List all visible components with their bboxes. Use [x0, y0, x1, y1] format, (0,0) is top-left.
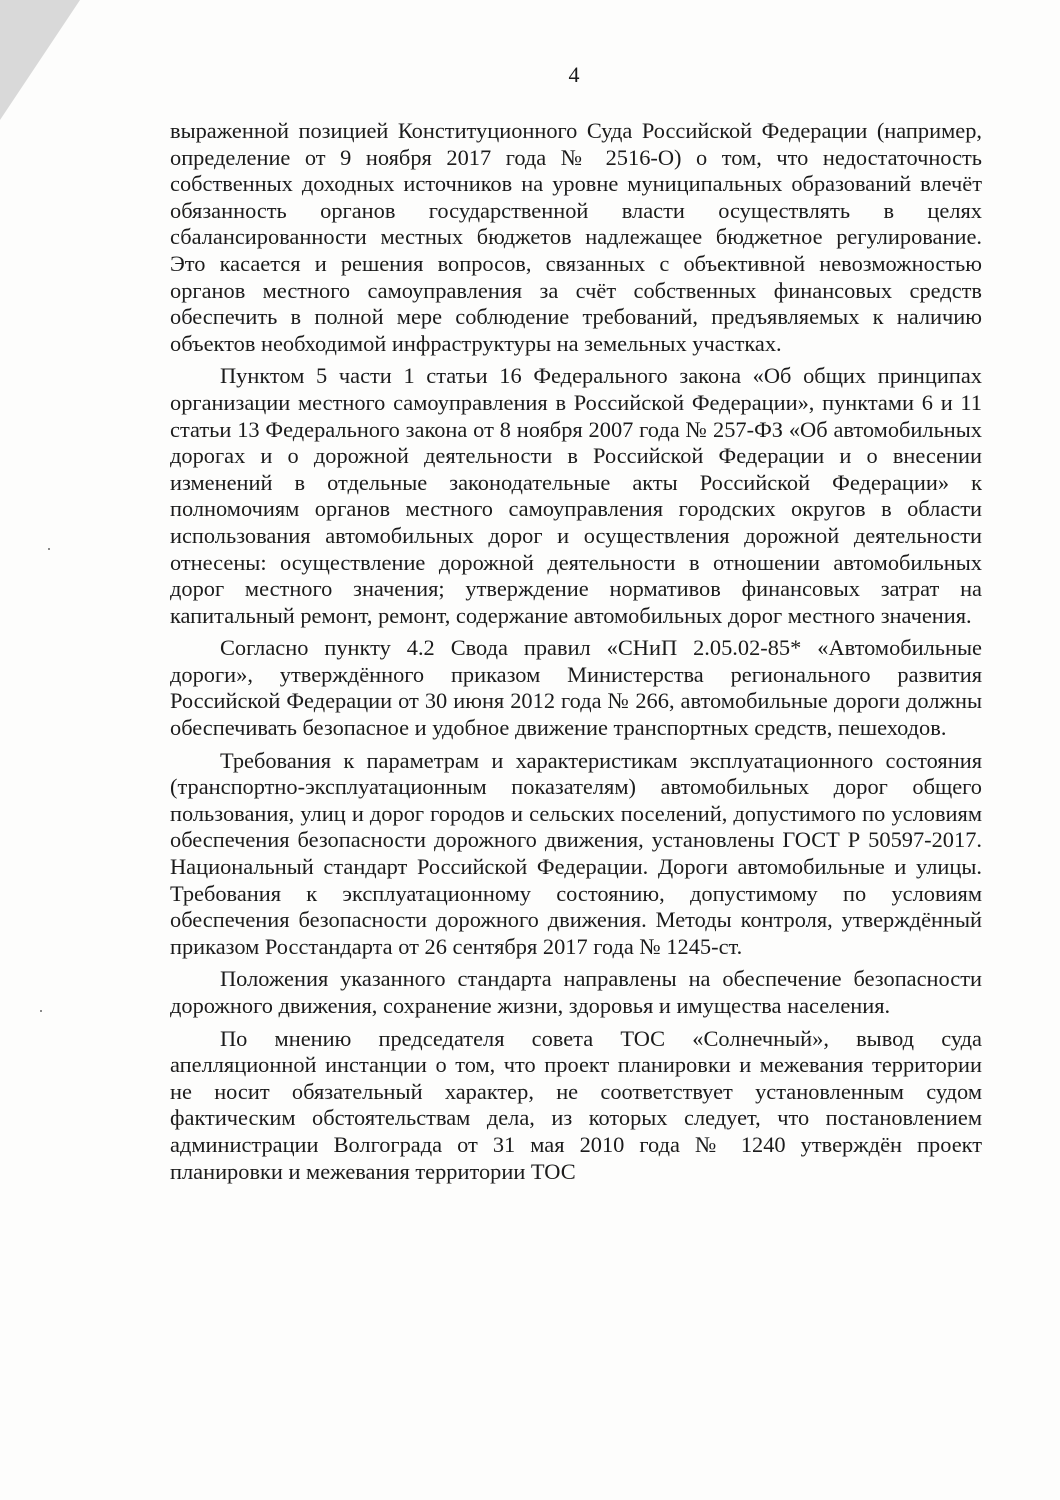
- scan-speck: [48, 548, 50, 550]
- paragraph-road-authority: Пунктом 5 части 1 статьи 16 Федерального закона «Об общих принципах организации местного самоуправления в Российской Федерации», пунктами 6 и 11 статьи 13 Федерального закона от 8 ноября 2007 года № 257-ФЗ «Об автомобильных дорогах и о дорожной деятельности в Российской Федерации и о внесении изменений в отдельные законодательные акты Российской Федерации» к полномочиям органов местного самоуправления городских округов в области использования автомобильных дорог и осуществления дорожной деятельности отнесены: осуществление дорожной деятельности в отношении автомобильных дорог местного значения; утверждение нормативов финансовых затрат на капитальный ремонт, ремонт, содержание автомобильных дорог местного значения.: [170, 363, 982, 628]
- paragraph-snip-rules: Согласно пункту 4.2 Свода правил «СНиП 2.05.02-85* «Автомобильные дороги», утверждённого приказом Министерства регионального развития Российской Федерации от 30 июня 2012 года № 266, автомобильные дороги должны обеспечивать безопасное и удобное движение транспортных средств, пешеходов.: [170, 635, 982, 741]
- document-body: [170, 118, 982, 1191]
- paragraph-standard-purpose: Положения указанного стандарта направлены на обеспечение безопасности дорожного движения, сохранение жизни, здоровья и имущества населения.: [170, 966, 982, 1018]
- paragraph-gost-requirements: Требования к параметрам и характеристикам эксплуатационного состояния (транспортно-эксплуатационным показателям) автомобильных дорог общего пользования, улиц и дорог городов и сельских поселений, допустимого по условиям обеспечения безопасности дорожного движения, установлены ГОСТ Р 50597-2017. Национальный стандарт Российской Федерации. Дороги автомобильные и улицы. Требования к эксплуатационному состоянию, допустимому по условиям обеспечения безопасности дорожного движения. Методы контроля, утверждённый приказом Росстандарта от 26 сентября 2017 года № 1245-ст.: [170, 747, 982, 959]
- scan-speck: [40, 1010, 42, 1012]
- paragraph-tos-opinion: По мнению председателя совета ТОС «Солнечный», вывод суда апелляционной инстанции о том, что проект планировки и межевания территории не носит обязательный характер, не соответствует установленным судом фактическим обстоятельствам дела, из которых следует, что постановлением администрации Волгограда от 31 мая 2010 года № 1240 утверждён проект планировки и межевания территории ТОС: [170, 1025, 982, 1184]
- scan-corner-shadow: [0, 0, 80, 120]
- page-number: 4: [568, 62, 580, 87]
- paragraph-continuation: выраженной позицией Конституционного Суда Российской Федерации (например, определение от 9 ноября 2017 года № 2516-О) о том, что недостаточность собственных доходных источников на уровне муниципальных образований влечёт обязанность органов государственной власти осуществлять в целях сбалансированности местных бюджетов надлежащее бюджетное регулирование. Это касается и решения вопросов, связанных с объективной невозможностью органов местного самоуправления за счёт собственных финансовых средств обеспечить в полной мере соблюдение требований, предъявляемых к наличию объектов необходимой инфраструктуры на земельных участках.: [170, 118, 982, 356]
